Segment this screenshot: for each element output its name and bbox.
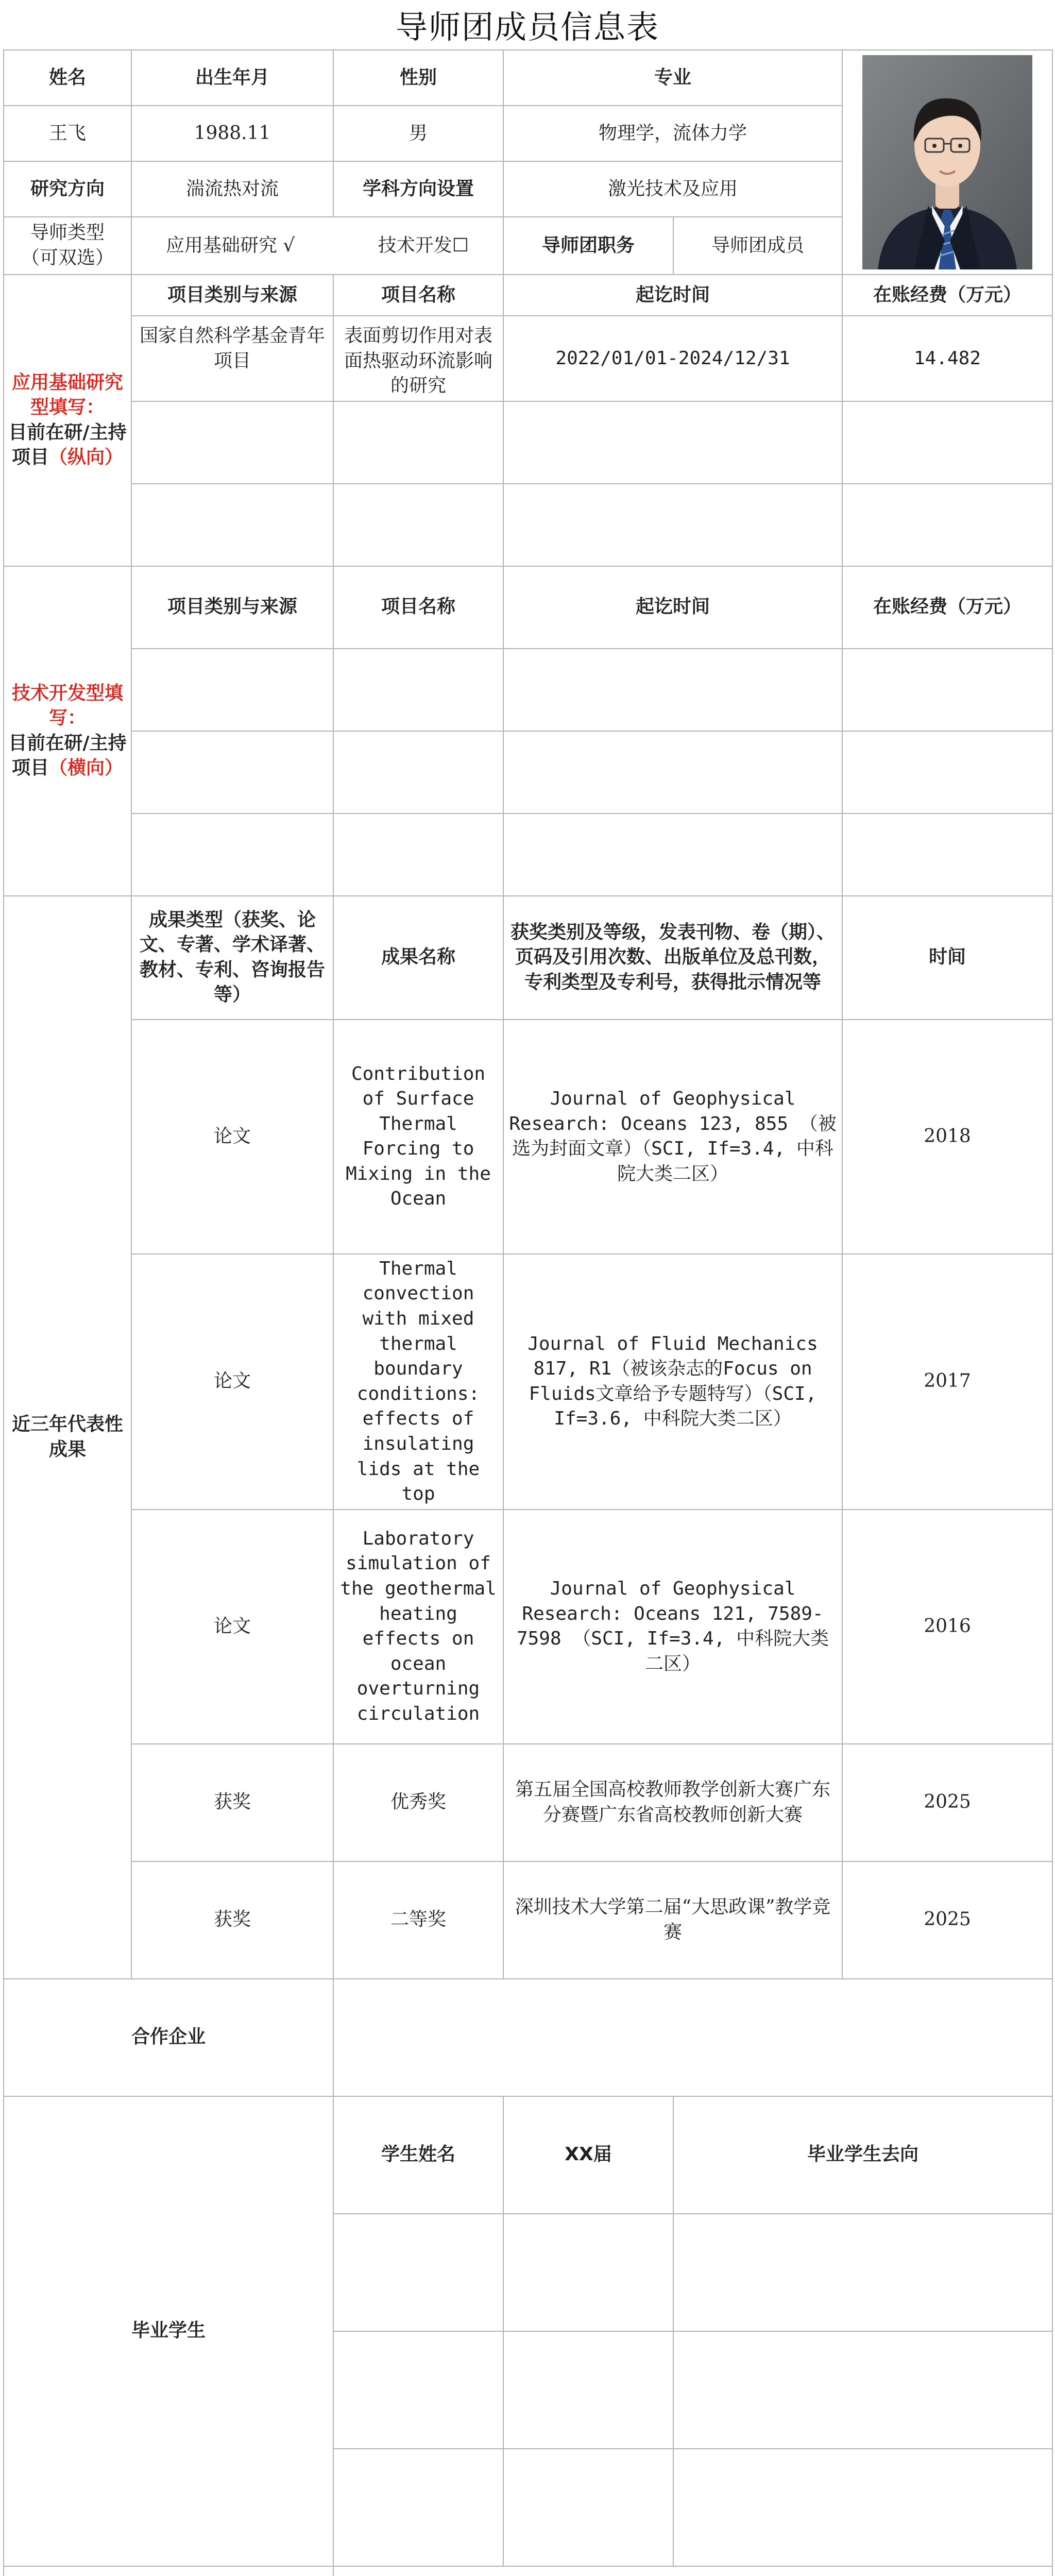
discipline-value: 激光技术及应用 <box>503 161 842 217</box>
birth-label: 出生年月 <box>131 50 333 106</box>
basic-header-row <box>4 50 1052 106</box>
graduate-cell[interactable] <box>333 2214 503 2331</box>
applied-cell: 14.482 <box>842 316 1052 401</box>
achievements-col-name: 成果名称 <box>333 896 503 1020</box>
applied-cell: 国家自然科学基金青年项目 <box>131 316 333 401</box>
tech-label-black: 目前在研/主持项目 <box>8 732 127 779</box>
photo-cell <box>842 50 1052 275</box>
achievement-row <box>4 1020 1052 1254</box>
achievement-type: 论文 <box>131 1510 333 1744</box>
graduate-cell[interactable] <box>673 2449 1052 2566</box>
tech-cell[interactable] <box>131 814 333 896</box>
graduates-col-destination: 毕业学生去向 <box>673 2096 1052 2214</box>
tech-cell[interactable] <box>333 649 503 731</box>
achievement-type: 论文 <box>131 1020 333 1254</box>
achievement-title: 二等奖 <box>333 1861 503 1979</box>
birth-value: 1988.11 <box>131 106 333 161</box>
applied-cell: 2022/01/01-2024/12/31 <box>503 316 842 401</box>
achievement-type: 获奖 <box>131 1744 333 1861</box>
achievement-row <box>4 1861 1052 1979</box>
tech-header-row <box>4 566 1052 649</box>
applied-col-funds: 在账经费（万元） <box>842 275 1052 316</box>
tech-cell[interactable] <box>842 814 1052 896</box>
achievement-title: Contribution of Surface Thermal Forcing to Mixing in the Ocean <box>333 1020 503 1254</box>
mentor-type-option-tech[interactable]: 技术开发☐ <box>378 234 469 256</box>
applied-row <box>4 401 1052 484</box>
achievement-detail: 深圳技术大学第二届“大思政课”教学竞赛 <box>503 1861 842 1979</box>
graduate-cell[interactable] <box>333 2449 503 2566</box>
position-label: 导师团职务 <box>503 217 673 275</box>
recruit-label <box>4 2566 333 2576</box>
graduates-label: 毕业学生 <box>4 2096 333 2566</box>
graduates-header-row <box>4 2096 1052 2214</box>
research-value: 湍流热对流 <box>131 161 333 217</box>
achievements-col-detail: 获奖类别及等级，发表刊物、卷（期）、页码及引用次数、出版单位及总刊数，专利类型及专利号，获得批示情况等 <box>503 896 842 1020</box>
graduate-cell[interactable] <box>503 2449 673 2566</box>
applied-col-name: 项目名称 <box>333 275 503 316</box>
achievements-col-time: 时间 <box>842 896 1052 1020</box>
applied-col-source: 项目类别与来源 <box>131 275 333 316</box>
achievement-detail: Journal of Geophysical Research: Oceans 121, 7589-7598 （SCI, If=3.4, 中科院大类二区） <box>503 1510 842 1744</box>
portrait-photo <box>862 55 1032 269</box>
recruit-value[interactable] <box>333 2566 1052 2576</box>
mentor-info-table <box>3 49 1053 2576</box>
name-label: 姓名 <box>4 50 131 106</box>
applied-col-period: 起讫时间 <box>503 275 842 316</box>
tech-col-funds: 在账经费（万元） <box>842 566 1052 649</box>
achievement-time: 2018 <box>842 1020 1052 1254</box>
page-title: 导师团成员信息表 <box>395 8 659 46</box>
tech-label-red: 技术开发型填写： <box>11 682 123 729</box>
achievements-header-row <box>4 896 1052 1020</box>
graduate-cell[interactable] <box>333 2331 503 2449</box>
achievement-detail: 第五届全国高校教师教学创新大赛广东分赛暨广东省高校教师创新大赛 <box>503 1744 842 1861</box>
achievement-row <box>4 1254 1052 1510</box>
tech-cell[interactable] <box>503 649 842 731</box>
achievement-time: 2025 <box>842 1744 1052 1861</box>
research-label: 研究方向 <box>4 161 131 217</box>
mentor-type-label <box>4 217 131 275</box>
applied-label-black: 目前在研/主持项目 <box>8 421 127 468</box>
achievement-time: 2017 <box>842 1254 1052 1510</box>
applied-cell[interactable] <box>842 484 1052 566</box>
achievement-row <box>4 1510 1052 1744</box>
achievement-detail: Journal of Geophysical Research: Oceans 123, 855 （被选为封面文章）（SCI, If=3.4, 中科院大类二区） <box>503 1020 842 1254</box>
applied-cell[interactable] <box>333 401 503 484</box>
applied-cell[interactable] <box>333 484 503 566</box>
name-value: 王飞 <box>4 106 131 161</box>
tech-cell[interactable] <box>131 731 333 814</box>
applied-cell[interactable] <box>131 401 333 484</box>
position-value: 导师团成员 <box>673 217 842 275</box>
recruit-row <box>4 2566 1052 2576</box>
tech-cell[interactable] <box>842 731 1052 814</box>
applied-row <box>4 484 1052 566</box>
tech-label-red2: （横向） <box>49 757 124 779</box>
tech-section-label <box>4 566 131 896</box>
applied-label-red: 应用基础研究型填写： <box>11 371 123 418</box>
applied-cell: 表面剪切作用对表面热驱动环流影响的研究 <box>333 316 503 401</box>
gender-value: 男 <box>333 106 503 161</box>
applied-cell[interactable] <box>131 484 333 566</box>
applied-cell[interactable] <box>842 401 1052 484</box>
tech-col-name: 项目名称 <box>333 566 503 649</box>
graduate-cell[interactable] <box>673 2214 1052 2331</box>
mentor-type-options <box>131 217 503 275</box>
graduate-cell[interactable] <box>673 2331 1052 2449</box>
achievement-title: Thermal convection with mixed thermal boundary conditions: effects of insulating lids at the top <box>333 1254 503 1510</box>
achievement-type: 获奖 <box>131 1861 333 1979</box>
achievement-title: Laboratory simulation of the geothermal heating effects on ocean overturning circulation <box>333 1510 503 1744</box>
tech-cell[interactable] <box>333 731 503 814</box>
cooperation-value[interactable] <box>333 1979 1052 2096</box>
tech-row <box>4 649 1052 731</box>
applied-label-red2: （纵向） <box>49 447 124 468</box>
tech-cell[interactable] <box>333 814 503 896</box>
tech-col-source: 项目类别与来源 <box>131 566 333 649</box>
achievements-section-label: 近三年代表性成果 <box>4 896 131 1979</box>
graduate-cell[interactable] <box>503 2214 673 2331</box>
achievement-time: 2025 <box>842 1861 1052 1979</box>
tech-col-period: 起讫时间 <box>503 566 842 649</box>
mentor-type-label-line1: 导师类型 <box>30 222 105 244</box>
tech-row <box>4 814 1052 896</box>
applied-header-row <box>4 275 1052 316</box>
graduates-col-name: 学生姓名 <box>333 2096 503 2214</box>
achievement-time: 2016 <box>842 1510 1052 1744</box>
applied-section-label <box>4 275 131 566</box>
cooperation-row <box>4 1979 1052 2096</box>
mentor-type-label-line2: （可双选） <box>21 247 114 268</box>
applied-cell[interactable] <box>503 484 842 566</box>
achievement-row <box>4 1744 1052 1861</box>
achievement-detail: Journal of Fluid Mechanics 817, R1（被该杂志的Focus on Fluids文章给予专题特写）（SCI, If=3.6, 中科院大类二区） <box>503 1254 842 1510</box>
achievement-title: 优秀奖 <box>333 1744 503 1861</box>
discipline-label: 学科方向设置 <box>333 161 503 217</box>
applied-row <box>4 316 1052 401</box>
major-label: 专业 <box>503 50 842 106</box>
tech-cell[interactable] <box>131 649 333 731</box>
tech-cell[interactable] <box>503 731 842 814</box>
gender-label: 性别 <box>333 50 503 106</box>
achievement-type: 论文 <box>131 1254 333 1510</box>
achievements-col-type: 成果类型（获奖、论文、专著、学术译著、教材、专利、咨询报告等） <box>131 896 333 1020</box>
applied-cell[interactable] <box>503 401 842 484</box>
cooperation-label: 合作企业 <box>4 1979 333 2096</box>
tech-row <box>4 731 1052 814</box>
major-value: 物理学，流体力学 <box>503 106 842 161</box>
tech-cell[interactable] <box>503 814 842 896</box>
graduate-cell[interactable] <box>503 2331 673 2449</box>
graduates-col-class: XX届 <box>503 2096 673 2214</box>
mentor-type-option-basic[interactable]: 应用基础研究 √ <box>165 234 295 256</box>
tech-cell[interactable] <box>842 649 1052 731</box>
